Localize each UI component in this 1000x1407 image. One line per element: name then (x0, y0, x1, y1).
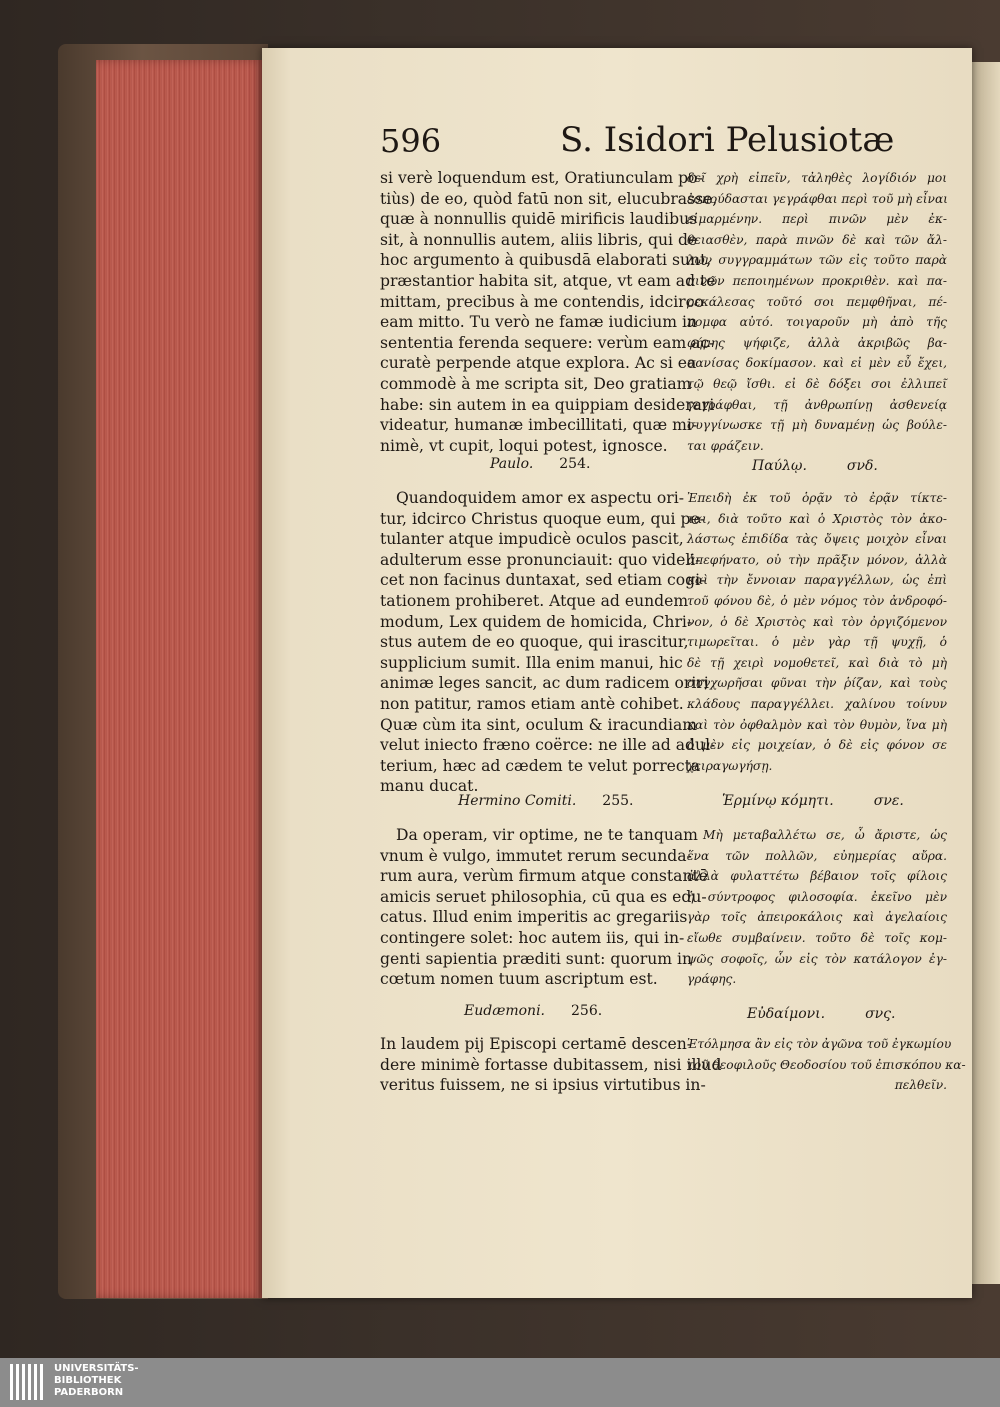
text-line: sit, à nonnullis autem, aliis libris, qui de (380, 230, 698, 249)
text-line: ὁ μὲν εἰς μοιχείαν, ὁ δὲ εἰς φόνον σε (687, 738, 947, 753)
page-header (380, 120, 940, 170)
text-line: tur, idcirco Christus quoque eum, qui pe- (380, 509, 705, 528)
latin-addressee: Hermino Comiti. (458, 793, 577, 809)
text-line: συγχωρῆσαι φῦναι τὴν ῥίζαν, καὶ τοὺς (687, 676, 947, 691)
text-line: ἀπεφήνατο, οὐ τὴν πρᾶξιν μόνον, ἀλλὰ (687, 552, 947, 567)
text-line: γὰρ τοῖς ἀπειροκάλοις καὶ ἀγελαίοις (687, 910, 947, 925)
text-line: Μὴ μεταβαλλέτω σε, ὦ ἄριστε, ὡς (703, 828, 947, 842)
greek-letter-number: σνς. (865, 1006, 896, 1022)
running-head: S. Isidori Pelusiotæ (560, 120, 895, 160)
text-line: δεῖ χρὴ εἰπεῖν, τἀληθὲς λογίδιόν μοι (687, 171, 947, 185)
latin-letter-body (380, 1034, 722, 1096)
text-line: τιμωρεῖται. ὁ μὲν γὰρ τῇ ψυχῇ, ὁ (687, 635, 947, 650)
text-line: θειασθὲν, παρὰ πινῶν δὲ καὶ τῶν ἄλ- (687, 232, 947, 247)
text-line: Ἐπειδὴ ἐκ τοῦ ὁρᾷν τὸ ἐρᾷν τίκτε- (687, 491, 947, 505)
page-number: 596 (380, 122, 442, 160)
latin-letter-heading (490, 456, 590, 472)
text-line: εἴωθε συμβαίνειν. τοῦτο δὲ τοῖς κομ- (687, 930, 947, 945)
text-line: modum, Lex quidem de homicida, Chri- (380, 612, 693, 631)
text-line: κλάδους παραγγέλλει. χαλίνου τοίνυν (687, 696, 947, 711)
text-line: supplicium sumit. Illa enim manui, hic (380, 653, 683, 672)
text-line: cœtum nomen tuum ascriptum est. (380, 970, 658, 989)
library-footer (0, 1358, 1000, 1407)
text-line: tulanter atque impudicè oculos pascit, (380, 530, 684, 549)
library-logo-icon (10, 1364, 46, 1400)
text-line: stus autem de eo quoque, qui irascitur, (380, 633, 689, 652)
greek-addressee: Εὐδαίμονι. (747, 1006, 826, 1022)
text-line: hoc argumento à quibusdā elaborati sunt, (380, 251, 712, 270)
text-line: animæ leges sancit, ac dum radicem oriri (380, 674, 709, 693)
greek-letter-heading (722, 793, 904, 809)
latin-letter-number: 256. (571, 1003, 603, 1019)
text-line: ἡ σύντροφος φιλοσοφία. ἐκεῖνο μὲν (687, 889, 947, 904)
text-line: videatur, humanæ imbecillitati, quæ mi- (380, 416, 698, 435)
text-line: ρεκάλεσας τοῦτό σοι πεμφθῆναι, πέ- (687, 294, 947, 309)
text-line: veritus fuissem, ne si ipsius virtutibus in- (380, 1076, 706, 1095)
text-line: quæ à nonnullis quidē mirificis laudibus (380, 210, 698, 229)
text-line: catus. Illud enim imperitis ac gregariis (380, 908, 688, 927)
library-logo-line: UNIVERSITÄTS- (54, 1363, 139, 1374)
latin-continuation (380, 168, 718, 456)
greek-continuation (687, 168, 947, 456)
text-line: Da operam, vir optime, ne te tanquam (396, 826, 698, 844)
text-line: vnum è vulgo, immutet rerum secunda- (380, 846, 692, 865)
text-line: καὶ τὸν ὀφθαλμὸν καὶ τὸν θυμὸν, ἵνα μὴ (687, 717, 947, 732)
text-line: rum aura, verùm firmum atque constantē (380, 867, 708, 886)
text-line: τῷ θεῷ ἴσθι. εἰ δὲ δόξει σοι ἐλλιπεῖ (687, 376, 947, 391)
text-line: velut iniecto fræno coërce: ne ille ad adul- (380, 736, 716, 755)
text-line: λάστως ἐπιδίδα τὰς ὄψεις μοιχὸν εἶναι (687, 532, 947, 547)
text-line: χειραγωγήσῃ. (687, 758, 773, 773)
latin-addressee: Paulo. (490, 456, 534, 472)
text-line: συγγίνωσκε τῇ μὴ δυναμένῃ ὡς βούλε- (687, 418, 947, 433)
greek-letter-body (687, 825, 947, 990)
text-line: δὲ τῇ χειρὶ νομοθετεῖ, καὶ διὰ τὸ μὴ (687, 655, 947, 670)
text-line: tationem prohiberet. Atque ad eundem (380, 591, 689, 610)
text-line: In laudem pij Episcopi certamē descen- (380, 1035, 693, 1053)
text-line: amicis seruet philosophia, cū qua es edu- (380, 887, 707, 906)
latin-letter-number: 254. (559, 456, 591, 472)
text-line: contingere solet: hoc autem iis, qui in- (380, 928, 685, 947)
book-page (262, 48, 972, 1298)
text-line: ψῶς σοφοῖς, ὧν εἰς τὸν κατάλογον ἐγ- (687, 951, 947, 966)
text-line: commodè à me scripta sit, Deo gratiam (380, 374, 692, 393)
text-line: nimè, vt cupit, loqui potest, ignosce. (380, 436, 668, 455)
text-line: ἀλλὰ φυλαττέτω βέβαιον τοῖς φίλοις (687, 869, 947, 884)
latin-letter-body (380, 488, 716, 797)
latin-letter-heading (458, 793, 633, 809)
latin-letter-heading (464, 1003, 602, 1019)
greek-letter-body (687, 488, 947, 776)
text-line: ἐσπούδασται γεγράφθαι περὶ τοῦ μὴ εἶναι (687, 191, 948, 206)
text-line: Quæ cùm ita sint, oculum & iracundiam (380, 715, 698, 734)
latin-letter-number: 255. (602, 793, 634, 809)
text-line: Ἐτόλμησα ἂν εἰς τὸν ἀγῶνα τοῦ ἐγκωμίου (687, 1037, 952, 1051)
greek-letter-number: σνδ. (846, 458, 878, 474)
text-line: cet non facinus duntaxat, sed etiam cogi- (380, 571, 706, 590)
library-logo-line: PADERBORN (54, 1387, 124, 1398)
greek-letter-heading (752, 458, 878, 474)
greek-addressee: Παύλῳ. (752, 458, 807, 474)
text-line: ται, διὰ τοῦτο καὶ ὁ Χριστὸς τὸν ἀκο- (687, 511, 947, 526)
greek-letter-body (687, 1034, 966, 1096)
text-line: manu ducat. (380, 777, 479, 796)
text-line: ἕνα τῶν πολλῶν, εὐημερίας αὔρα. (687, 848, 947, 863)
text-line: τοῦ φόνου δὲ, ὁ μὲν νόμος τὸν ἀνδροφό- (687, 593, 947, 608)
text-line: præstantior habita sit, atque, vt eam ad te (380, 271, 716, 290)
page-edges (96, 60, 264, 1298)
text-line: adulterum esse pronunciauit: quo videli- (380, 550, 701, 569)
text-line: si verè loquendum est, Oratiunculam po- (380, 169, 703, 187)
text-line: γεγράφθαι, τῇ ἀνθρωπίνῃ ἀσθενείᾳ (687, 397, 947, 412)
text-line: Quandoquidem amor ex aspectu ori- (396, 489, 684, 507)
text-line: eam mitto. Tu verò ne famæ iudicium in (380, 313, 698, 332)
text-line: τοῦ θεοφιλοῦς Θεοδοσίου τοῦ ἐπισκόπου κα- (687, 1057, 966, 1072)
text-line: dere minimè fortasse dubitassem, nisi illud (380, 1055, 722, 1074)
greek-letter-heading (747, 1006, 895, 1022)
text-line: λων συγγραμμάτων τῶν εἰς τοῦτο παρὰ (687, 253, 947, 268)
text-line: ται φράζειν. (687, 438, 764, 453)
text-line: νον, ὁ δὲ Χριστὸς καὶ τὸν ὀργιζόμενον (687, 614, 947, 629)
text-line: πομφα αὐτό. τοιγαροῦν μὴ ἀπὸ τῆς (687, 315, 947, 330)
library-logo-text (54, 1363, 139, 1399)
greek-letter-number: σνε. (873, 793, 904, 809)
text-line: habe: sin autem in ea quippiam desiderari (380, 395, 715, 414)
text-line: terium, hæc ad cædem te velut porrecta (380, 756, 701, 775)
text-line: καὶ τὴν ἔννοιαν παραγγέλλων, ὡς ἐπὶ (687, 573, 947, 588)
latin-letter-body (380, 825, 708, 990)
text-line: mittam, precibus à me contendis, idcirco (380, 292, 704, 311)
text-line: φήμης ψήφιζε, ἀλλὰ ἀκριβῶς βα- (687, 335, 947, 350)
text-line: γράφης. (687, 972, 737, 987)
text-line: tiùs) de eo, quòd fatū non sit, elucubrasse, (380, 189, 718, 208)
greek-addressee: Ἑρμίνῳ κόμητι. (722, 793, 834, 809)
text-line: genti sapientia præditi sunt: quorum in (380, 949, 693, 968)
text-line: πελθεῖν. (894, 1078, 947, 1093)
text-line: non patitur, ramos etiam antè cohibet. (380, 694, 684, 713)
text-line: πινῶν πεποιημένων προκριθὲν. καὶ πα- (687, 273, 947, 288)
latin-addressee: Eudæmoni. (464, 1003, 546, 1019)
library-logo-line: BIBLIOTHEK (54, 1375, 122, 1386)
text-line: sententia ferenda sequere: verùm eam ac- (380, 333, 715, 352)
text-line: εἱμαρμένην. περὶ πινῶν μὲν ἐκ- (687, 212, 947, 227)
facing-page-edge (968, 62, 1000, 1284)
text-line: curatè perpende atque explora. Ac si ea (380, 354, 697, 373)
text-line: σανίσας δοκίμασον. καὶ εἰ μὲν εὖ ἔχει, (687, 356, 947, 371)
